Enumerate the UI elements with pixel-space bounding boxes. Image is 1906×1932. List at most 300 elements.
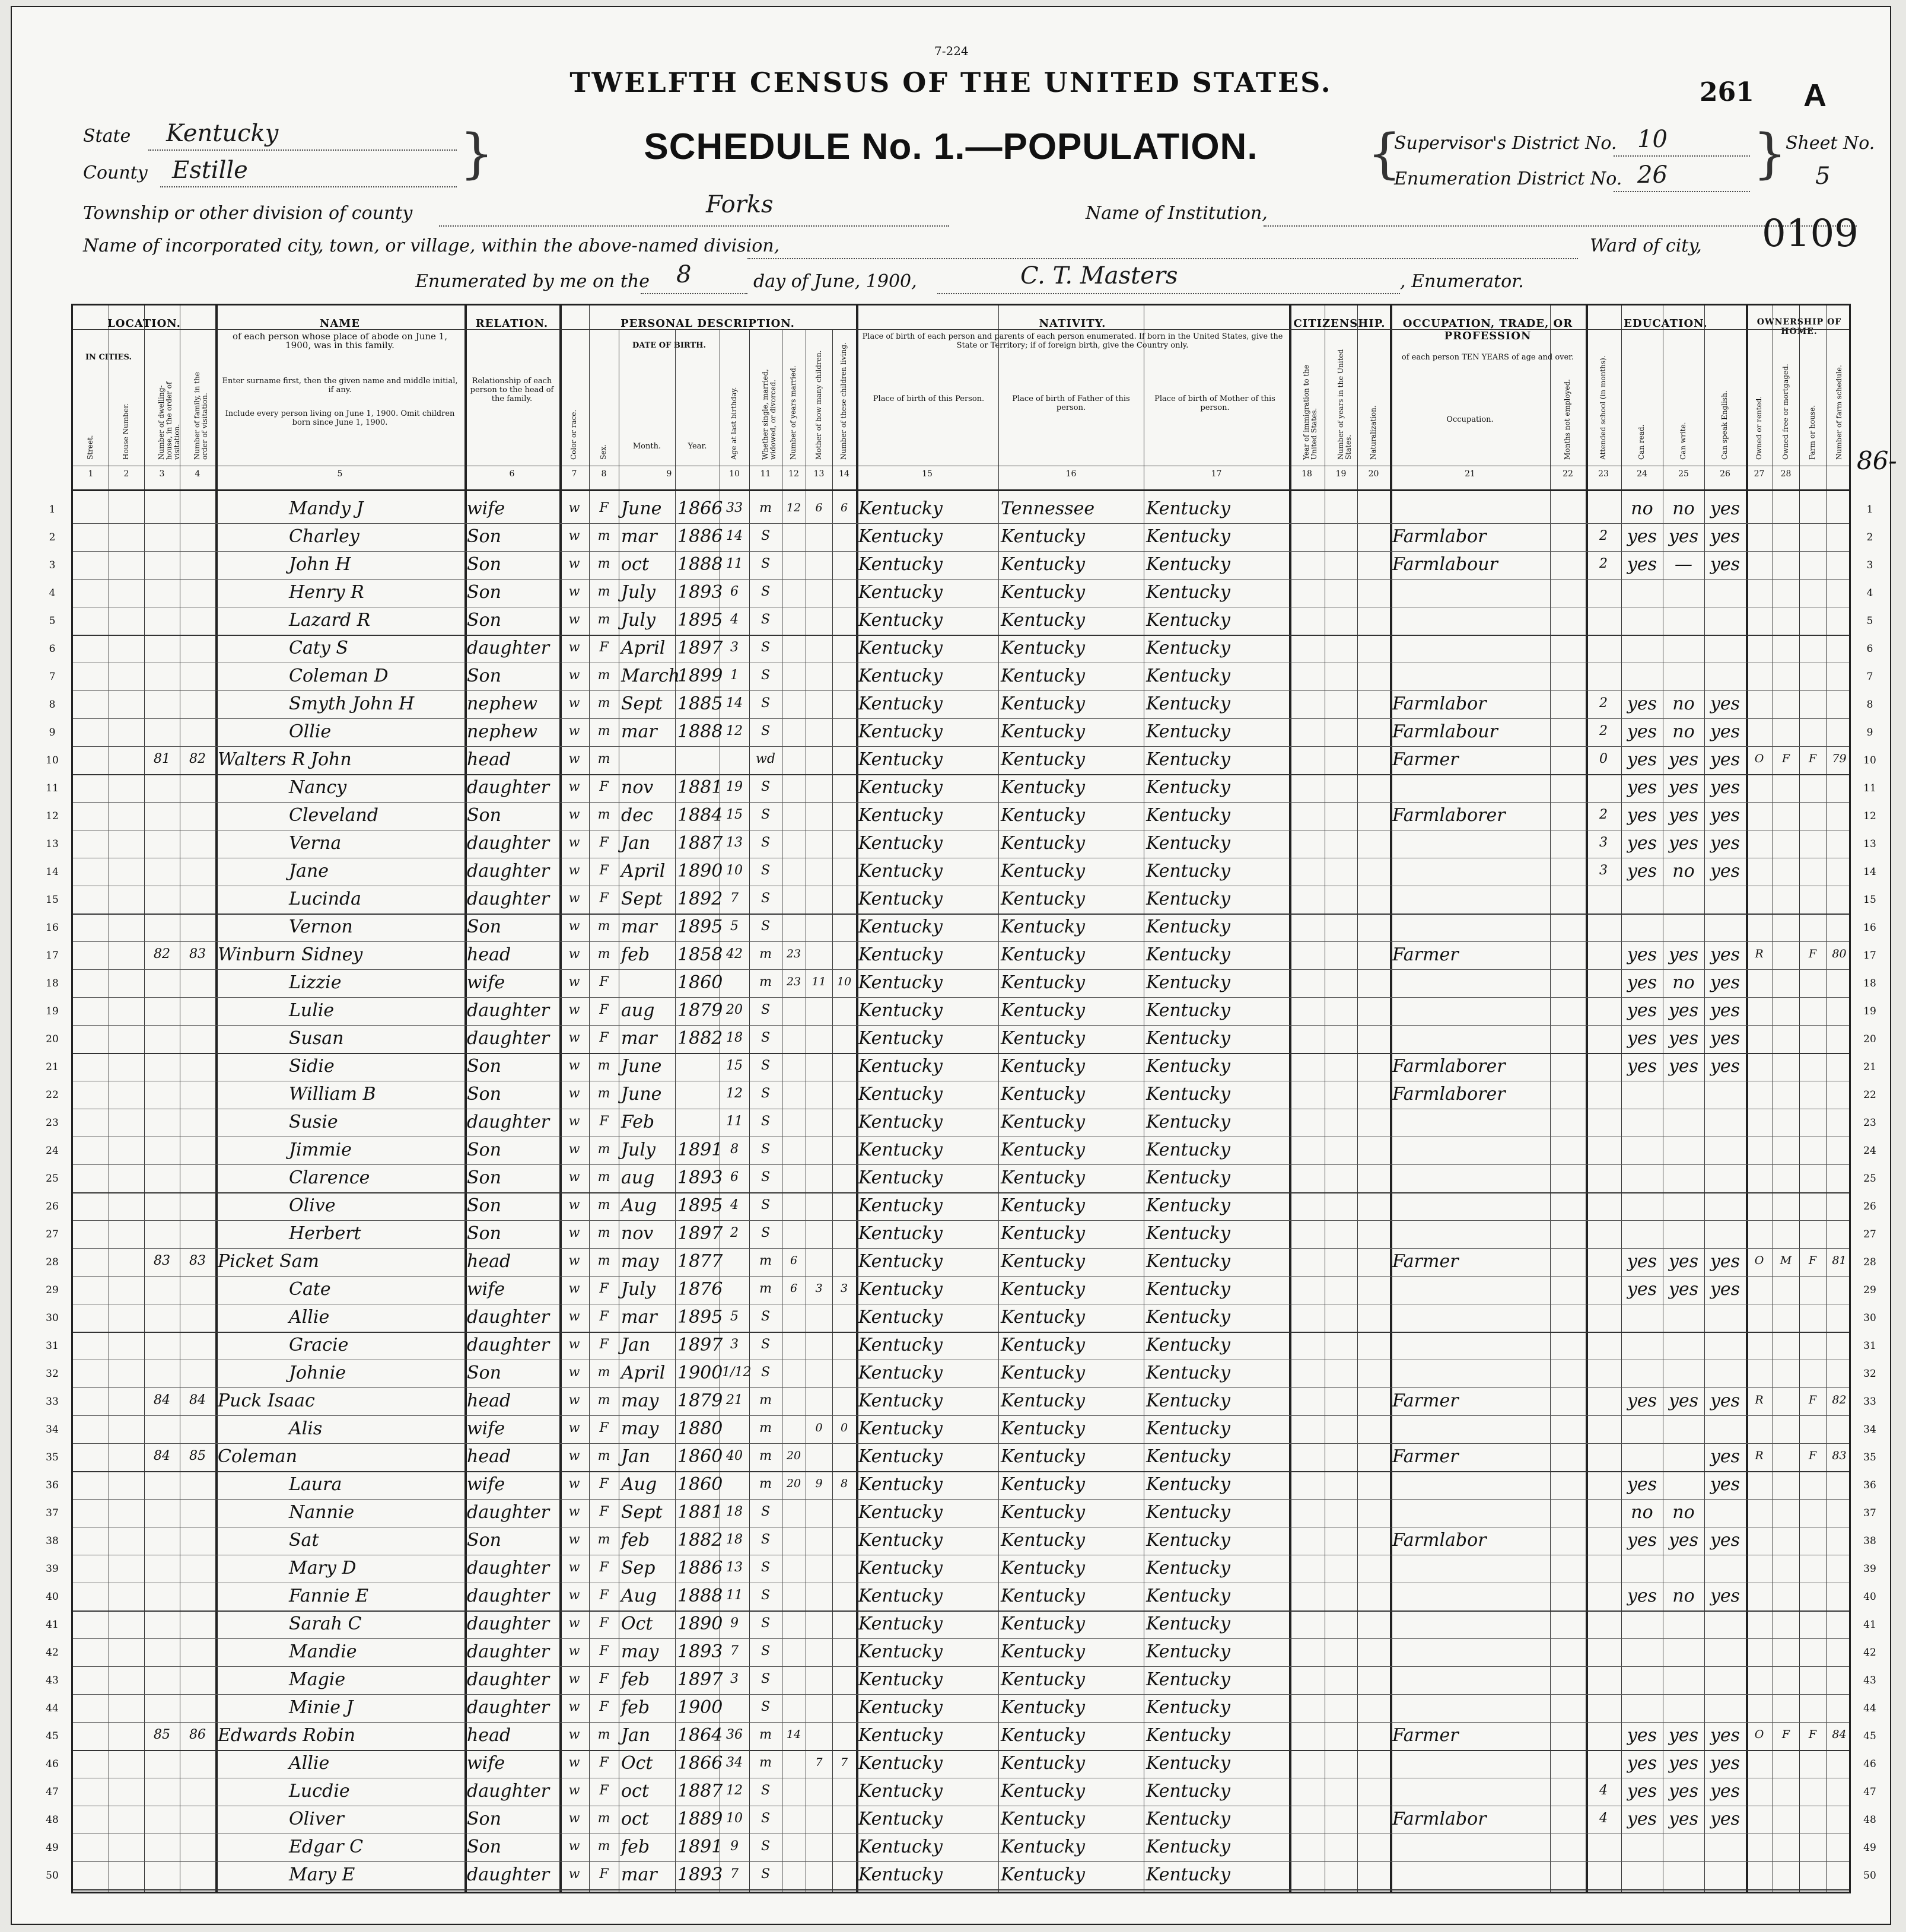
- cell-fpob: Kentucky: [1001, 553, 1085, 575]
- cell-year: 1895: [677, 916, 723, 937]
- cell-rel: daughter: [467, 1306, 550, 1328]
- cell-mar: S: [761, 1783, 771, 1798]
- personal-heading: PERSONAL DESCRIPTION.: [621, 317, 795, 330]
- line-number: 37: [1863, 1507, 1876, 1519]
- column-number: 14: [839, 469, 849, 479]
- enumeration-line: [1614, 191, 1750, 192]
- column-header-mother-of: Mother of how many children.: [814, 350, 823, 460]
- row-rule: [73, 1610, 1849, 1612]
- line-number: 16: [46, 921, 59, 934]
- cell-write: yes: [1668, 1000, 1699, 1021]
- cell-mpob: Kentucky: [1146, 1836, 1230, 1857]
- line-number: 50: [46, 1869, 59, 1882]
- row-rule: [73, 1248, 1849, 1249]
- line-number: 50: [1863, 1869, 1876, 1882]
- cell-age: 11: [726, 1587, 743, 1603]
- cell-write: yes: [1668, 1278, 1699, 1300]
- cell-mpob: Kentucky: [1146, 1167, 1230, 1188]
- cell-ym: 23: [786, 975, 801, 988]
- cell-fpob: Kentucky: [1001, 1418, 1085, 1439]
- column-header-living: Number of these children living.: [839, 342, 848, 460]
- cell-read: yes: [1627, 1473, 1657, 1495]
- cell-sex: F: [599, 500, 609, 515]
- name-description: of each person whose place of abode on June 1, 1900, was in this family.: [233, 331, 447, 351]
- column-number: 16: [1065, 469, 1077, 479]
- cell-sex: m: [597, 723, 610, 739]
- cell-age: 3: [730, 639, 739, 655]
- cell-speak: yes: [1710, 1390, 1740, 1411]
- cell-mpob: Kentucky: [1146, 581, 1230, 603]
- line-number: 27: [1863, 1228, 1876, 1240]
- cell-mpob: Kentucky: [1146, 498, 1230, 519]
- cell-fpob: Kentucky: [1001, 1697, 1085, 1718]
- column-divider: [1746, 305, 1748, 1892]
- cell-liv: 7: [840, 1756, 848, 1769]
- cell-color: w: [568, 1169, 580, 1185]
- cell-pob: Kentucky: [858, 1585, 943, 1606]
- township-line: [439, 225, 949, 227]
- cell-read: yes: [1627, 1752, 1657, 1774]
- citizenship-heading: CITIZENSHIP.: [1293, 317, 1386, 330]
- cell-fpob: Kentucky: [1001, 1864, 1085, 1885]
- cell-pob: Kentucky: [858, 972, 943, 993]
- cell-color: w: [568, 723, 580, 739]
- cell-year: 1895: [677, 1306, 723, 1328]
- cell-rel: Son: [467, 1362, 501, 1383]
- cell-rel: wife: [467, 1752, 505, 1774]
- cell-mpob: Kentucky: [1146, 916, 1230, 937]
- page-letter: A: [1803, 78, 1827, 113]
- line-number: 2: [1866, 531, 1873, 543]
- cell-speak: yes: [1710, 1529, 1740, 1551]
- cell-name: Mary E: [289, 1864, 355, 1885]
- line-number: 26: [46, 1200, 59, 1212]
- cell-age: 7: [730, 1643, 739, 1659]
- cell-month: may: [621, 1390, 659, 1411]
- cell-color: w: [568, 1420, 580, 1436]
- cell-color: w: [568, 1727, 580, 1742]
- location-heading: LOCATION.: [107, 317, 181, 330]
- nativity-heading: NATIVITY.: [1039, 317, 1106, 330]
- cell-sex: m: [597, 1448, 610, 1463]
- cell-rel: Son: [467, 1836, 501, 1857]
- cell-fpob: Kentucky: [1001, 1306, 1085, 1328]
- cell-name: Picket Sam: [218, 1250, 319, 1272]
- cell-year: 1860: [677, 1473, 723, 1495]
- cell-write: yes: [1668, 1752, 1699, 1774]
- cell-mar: S: [761, 918, 771, 934]
- cell-fsch: 82: [1832, 1393, 1847, 1406]
- cell-sch: 2: [1599, 556, 1608, 571]
- cell-pob: Kentucky: [858, 1752, 943, 1774]
- line-number: 17: [1863, 949, 1876, 962]
- cell-pob: Kentucky: [858, 693, 943, 714]
- cell-month: July: [621, 1278, 656, 1300]
- cell-fpob: Kentucky: [1001, 1585, 1085, 1606]
- column-header-can-speak: Can speak English.: [1720, 390, 1729, 460]
- cell-color: w: [568, 1699, 580, 1714]
- cell-month: Feb: [621, 1111, 655, 1132]
- cell-sex: F: [599, 862, 609, 878]
- line-number: 15: [46, 893, 59, 906]
- date-of-birth-heading: DATE OF BIRTH.: [632, 341, 706, 350]
- cell-mpob: Kentucky: [1146, 972, 1230, 993]
- column-header-street: Street.: [86, 435, 94, 460]
- cell-name: Caty S: [289, 637, 348, 658]
- cell-name: John H: [289, 553, 351, 575]
- line-number: 2: [49, 531, 56, 543]
- column-header-free: Owned free or mortgaged.: [1781, 364, 1790, 460]
- row-rule: [73, 1053, 1849, 1054]
- cell-own: R: [1755, 947, 1764, 960]
- cell-fpob: Kentucky: [1001, 804, 1085, 826]
- line-number: 28: [46, 1256, 59, 1268]
- cell-color: w: [568, 1392, 580, 1408]
- cell-mpob: Kentucky: [1146, 1669, 1230, 1690]
- cell-name: Susan: [289, 1027, 344, 1049]
- cell-mar: S: [761, 807, 771, 822]
- cell-year: 1893: [677, 1167, 723, 1188]
- cell-speak: yes: [1710, 860, 1740, 881]
- cell-year: 1888: [677, 553, 723, 575]
- cell-sex: F: [599, 1504, 609, 1519]
- cell-pob: Kentucky: [858, 1669, 943, 1690]
- cell-read: yes: [1627, 526, 1657, 547]
- cell-read: yes: [1627, 1585, 1657, 1606]
- column-header-marital: Whether single, married, widowed, or divorced.: [761, 369, 777, 460]
- cell-write: yes: [1668, 776, 1699, 798]
- cell-mpob: Kentucky: [1146, 526, 1230, 547]
- cell-pob: Kentucky: [858, 1613, 943, 1634]
- column-number: 19: [1335, 469, 1347, 479]
- cell-name: William B: [289, 1083, 376, 1105]
- cell-name: Henry R: [289, 581, 364, 603]
- row-rule: [73, 1415, 1849, 1416]
- cell-write: yes: [1668, 944, 1699, 965]
- row-rule: [73, 969, 1849, 970]
- cell-rel: Son: [467, 1083, 501, 1105]
- cell-month: nov: [621, 1223, 654, 1244]
- cell-year: 1858: [677, 944, 723, 965]
- cell-rel: Son: [467, 665, 501, 686]
- line-number: 39: [1863, 1562, 1876, 1575]
- row-rule: [73, 1164, 1849, 1165]
- cell-fpob: Kentucky: [1001, 1473, 1085, 1495]
- cell-mpob: Kentucky: [1146, 1362, 1230, 1383]
- column-header-immigration: Year of immigration to the United States.: [1302, 364, 1318, 460]
- cell-write: no: [1672, 693, 1695, 714]
- cell-fam: 84: [189, 1392, 206, 1408]
- cell-mar: S: [761, 1364, 771, 1380]
- cell-age: 18: [726, 1030, 743, 1045]
- cell-sex: F: [599, 974, 609, 989]
- row-rule: [73, 551, 1849, 552]
- cell-pob: Kentucky: [858, 1027, 943, 1049]
- cell-occ: Farmlabour: [1392, 721, 1498, 742]
- cell-mpob: Kentucky: [1146, 1585, 1230, 1606]
- cell-pob: Kentucky: [858, 1446, 943, 1467]
- ownership-heading: OWNERSHIP OF HOME.: [1757, 317, 1842, 336]
- pob-person-heading: Place of birth of this Person.: [873, 394, 985, 403]
- cell-dw: 84: [154, 1392, 170, 1408]
- line-number: 4: [49, 587, 56, 599]
- cell-color: w: [568, 1364, 580, 1380]
- cell-mar: S: [761, 1615, 771, 1631]
- line-number: 30: [46, 1312, 59, 1324]
- cell-write: —: [1675, 553, 1692, 575]
- cell-sex: m: [597, 612, 610, 627]
- cell-speak: yes: [1710, 832, 1740, 854]
- cell-mar: m: [759, 1281, 772, 1296]
- cell-pob: Kentucky: [858, 1167, 943, 1188]
- cell-pob: Kentucky: [858, 944, 943, 965]
- column-number: 20: [1368, 469, 1379, 479]
- cell-sch: 2: [1599, 695, 1608, 711]
- cell-pob: Kentucky: [858, 665, 943, 686]
- cell-read: yes: [1627, 1000, 1657, 1021]
- row-rule: [73, 690, 1849, 691]
- cell-month: Jan: [621, 1334, 651, 1355]
- cell-sex: m: [597, 1532, 610, 1547]
- cell-color: w: [568, 667, 580, 683]
- cell-speak: yes: [1710, 498, 1740, 519]
- cell-mar: S: [761, 1671, 771, 1686]
- cell-name: Mary D: [289, 1557, 357, 1578]
- cell-color: w: [568, 1281, 580, 1296]
- cell-mpob: Kentucky: [1146, 1473, 1230, 1495]
- cell-sex: F: [599, 639, 609, 655]
- cell-year: 1879: [677, 1000, 723, 1021]
- cell-rel: Son: [467, 609, 501, 631]
- line-number: 29: [46, 1284, 59, 1296]
- cell-mpob: Kentucky: [1146, 1223, 1230, 1244]
- cell-age: 6: [730, 584, 739, 599]
- cell-fpob: Kentucky: [1001, 1278, 1085, 1300]
- column-header-can-read: Can read.: [1637, 424, 1646, 460]
- cell-mpob: Kentucky: [1146, 1752, 1230, 1774]
- cell-year: 1887: [677, 1780, 723, 1801]
- cell-month: feb: [621, 1836, 650, 1857]
- cell-write: no: [1672, 860, 1695, 881]
- cell-fpob: Kentucky: [1001, 1027, 1085, 1049]
- cell-age: 5: [730, 918, 739, 934]
- cell-name: Winburn Sidney: [218, 944, 363, 965]
- cell-month: Jan: [621, 832, 651, 854]
- cell-fpob: Kentucky: [1001, 1752, 1085, 1774]
- cell-write: no: [1672, 1501, 1695, 1523]
- cell-year: 1895: [677, 609, 723, 631]
- cell-read: no: [1631, 1501, 1653, 1523]
- cell-pob: Kentucky: [858, 804, 943, 826]
- cell-speak: yes: [1710, 972, 1740, 993]
- cell-rel: Son: [467, 1055, 501, 1077]
- cell-pob: Kentucky: [858, 860, 943, 881]
- cell-sch: 3: [1599, 862, 1608, 878]
- cell-fpob: Kentucky: [1001, 637, 1085, 658]
- column-divider: [832, 329, 833, 1892]
- line-number: 5: [1866, 615, 1873, 627]
- cell-speak: yes: [1710, 1808, 1740, 1829]
- line-number: 44: [1863, 1702, 1876, 1714]
- cell-mpob: Kentucky: [1146, 1557, 1230, 1578]
- cell-rel: nephew: [467, 721, 538, 742]
- cell-pob: Kentucky: [858, 1529, 943, 1551]
- cell-read: yes: [1627, 1780, 1657, 1801]
- cell-mar: m: [759, 1476, 772, 1491]
- cell-rel: Son: [467, 1139, 501, 1160]
- cell-name: Magie: [289, 1669, 346, 1690]
- cell-year: 1888: [677, 721, 723, 742]
- cell-fpob: Kentucky: [1001, 1055, 1085, 1077]
- line-number: 21: [46, 1061, 59, 1073]
- cell-year: 1900: [677, 1697, 723, 1718]
- cell-color: w: [568, 1615, 580, 1631]
- cell-fpob: Kentucky: [1001, 944, 1085, 965]
- cell-sex: F: [599, 1615, 609, 1631]
- column-number: 21: [1465, 469, 1475, 479]
- cell-rel: Son: [467, 1529, 501, 1551]
- cell-year: 1900: [677, 1362, 723, 1383]
- cell-rel: Son: [467, 804, 501, 826]
- cell-month: Sept: [621, 693, 663, 714]
- cell-read: yes: [1627, 1808, 1657, 1829]
- cell-year: 1885: [677, 693, 723, 714]
- cell-fpob: Kentucky: [1001, 888, 1085, 909]
- cell-read: yes: [1627, 553, 1657, 575]
- line-number: 37: [46, 1507, 59, 1519]
- cell-name: Nannie: [289, 1501, 355, 1523]
- cell-fpob: Kentucky: [1001, 1808, 1085, 1829]
- cell-own: O: [1754, 1254, 1764, 1267]
- row-rule: [73, 746, 1849, 747]
- cell-color: w: [568, 1002, 580, 1017]
- cell-sch: 4: [1599, 1810, 1608, 1826]
- cell-mar: S: [761, 1002, 771, 1017]
- cell-name: Smyth John H: [289, 693, 415, 714]
- cell-mar: wd: [756, 751, 775, 766]
- cell-age: 4: [730, 612, 739, 627]
- cell-fpob: Kentucky: [1001, 1836, 1085, 1857]
- line-number: 36: [46, 1479, 59, 1491]
- line-number: 13: [46, 838, 59, 850]
- cell-rel: daughter: [467, 1641, 550, 1662]
- column-number: 24: [1637, 469, 1647, 479]
- cell-sex: F: [599, 1476, 609, 1491]
- cell-ym: 20: [786, 1477, 801, 1490]
- cell-pob: Kentucky: [858, 1223, 943, 1244]
- row-rule: [73, 1694, 1849, 1695]
- cell-fpob: Kentucky: [1001, 1139, 1085, 1160]
- cell-mar: m: [759, 1755, 772, 1770]
- cell-fpob: Kentucky: [1001, 581, 1085, 603]
- cell-mar: S: [761, 1587, 771, 1603]
- cell-sex: F: [599, 1587, 609, 1603]
- line-number: 20: [1863, 1033, 1876, 1045]
- cell-year: 1891: [677, 1139, 723, 1160]
- column-number: 12: [788, 469, 799, 479]
- cell-mpob: Kentucky: [1146, 665, 1230, 686]
- cell-write: yes: [1668, 1808, 1699, 1829]
- cell-year: 1876: [677, 1278, 723, 1300]
- enumeration-day: 8: [676, 261, 692, 288]
- cell-mar: S: [761, 890, 771, 906]
- cell-read: no: [1631, 498, 1653, 519]
- cell-age: 9: [730, 1838, 739, 1854]
- row-rule: [73, 1861, 1849, 1862]
- cell-year: 1887: [677, 832, 723, 854]
- cell-sex: F: [599, 779, 609, 794]
- cell-mpob: Kentucky: [1146, 1250, 1230, 1272]
- cell-fam: 85: [189, 1448, 206, 1463]
- line-number: 11: [1863, 782, 1876, 794]
- ward-label: Ward of city,: [1590, 235, 1702, 256]
- cell-color: w: [568, 1559, 580, 1575]
- cell-sex: F: [599, 890, 609, 906]
- cell-pob: Kentucky: [858, 1000, 943, 1021]
- line-number: 39: [46, 1562, 59, 1575]
- cell-rel: head: [467, 1724, 511, 1746]
- cell-sex: m: [597, 1838, 610, 1854]
- cell-ym: 14: [786, 1728, 801, 1741]
- cell-color: w: [568, 1504, 580, 1519]
- cell-sch: 2: [1599, 807, 1608, 822]
- line-number: 35: [46, 1451, 59, 1463]
- line-number: 22: [46, 1088, 59, 1101]
- cell-sex: m: [597, 556, 610, 571]
- cell-year: 1866: [677, 498, 723, 519]
- census-title: TWELFTH CENSUS OF THE UNITED STATES.: [569, 66, 1332, 98]
- cell-fpob: Kentucky: [1001, 1724, 1085, 1746]
- column-header-color: Color or race.: [569, 409, 578, 460]
- city-label: Name of incorporated city, town, or village, within the above-named division,: [83, 235, 780, 256]
- cell-sex: F: [599, 1783, 609, 1798]
- row-rule: [73, 1889, 1849, 1890]
- cell-rel: wife: [467, 1473, 505, 1495]
- column-number: 7: [571, 469, 577, 479]
- cell-rel: daughter: [467, 776, 550, 798]
- cell-sex: m: [597, 1392, 610, 1408]
- cell-pob: Kentucky: [858, 888, 943, 909]
- cell-rel: Son: [467, 1167, 501, 1188]
- line-number: 34: [46, 1423, 59, 1436]
- cell-read: yes: [1627, 1250, 1657, 1272]
- in-cities-heading: IN CITIES.: [85, 353, 132, 362]
- line-number: 10: [46, 754, 59, 766]
- cell-year: 1899: [677, 665, 723, 686]
- cell-mpob: Kentucky: [1146, 832, 1230, 854]
- cell-pob: Kentucky: [858, 832, 943, 854]
- cell-color: w: [568, 1810, 580, 1826]
- cell-write: yes: [1668, 1390, 1699, 1411]
- cell-fpob: Kentucky: [1001, 1250, 1085, 1272]
- line-number: 5: [49, 615, 56, 627]
- cell-color: w: [568, 1336, 580, 1352]
- cell-fpob: Kentucky: [1001, 1167, 1085, 1188]
- cell-month: feb: [621, 1669, 650, 1690]
- cell-fpob: Kentucky: [1001, 1390, 1085, 1411]
- cell-year: 1888: [677, 1585, 723, 1606]
- cell-month: oct: [621, 1808, 649, 1829]
- cell-month: mar: [621, 526, 657, 547]
- cell-month: may: [621, 1418, 659, 1439]
- column-divider: [998, 305, 999, 1892]
- cell-speak: yes: [1710, 1027, 1740, 1049]
- cell-rel: head: [467, 1390, 511, 1411]
- cell-sex: m: [597, 1169, 610, 1185]
- line-number: 40: [1863, 1590, 1876, 1603]
- column-number: 15: [922, 469, 933, 479]
- line-number: 3: [1866, 559, 1873, 571]
